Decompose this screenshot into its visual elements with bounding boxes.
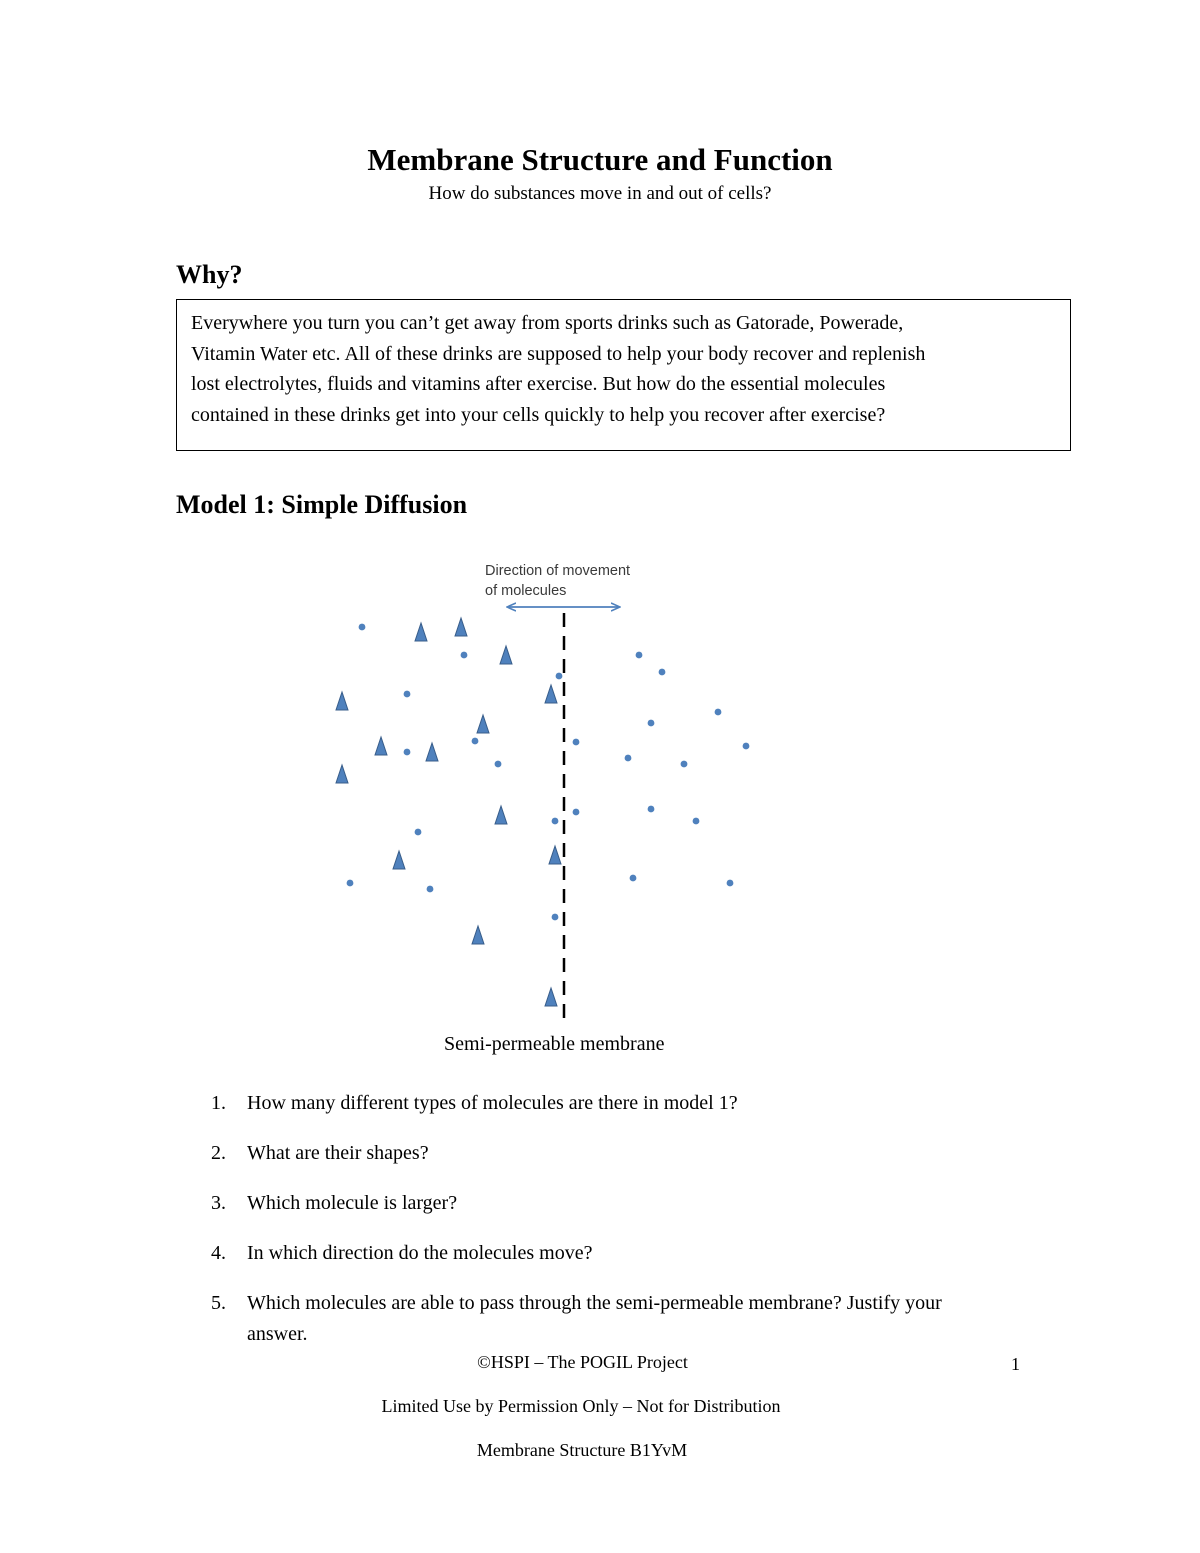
why-line: contained in these drinks get into your cells quickly to help you recover after exercise?	[191, 403, 886, 426]
model-heading: Model 1: Simple Diffusion	[176, 490, 468, 519]
question-list	[205, 1088, 1005, 1369]
large-molecule-triangle	[455, 618, 467, 636]
question-item	[205, 1088, 1005, 1119]
small-molecule-dot	[347, 880, 354, 887]
footer-copyright: ©HSPI – The POGIL Project	[477, 1352, 688, 1372]
large-molecule-triangle	[375, 737, 387, 755]
small-molecule-dot	[648, 806, 655, 813]
small-molecule-dot	[552, 818, 559, 825]
small-molecule-dot	[727, 880, 734, 887]
small-molecule-dot	[693, 818, 700, 825]
question-number: 2.	[211, 1142, 226, 1164]
question-number: 4.	[211, 1242, 226, 1264]
why-line: Everywhere you turn you can’t get away from sports drinks such as Gatorade, Powerade,	[191, 312, 904, 334]
question-item	[205, 1188, 1005, 1219]
footer-code: Membrane Structure B1YvM	[476, 1440, 688, 1460]
small-molecule-dot	[636, 652, 643, 659]
small-molecule-dot	[648, 720, 655, 727]
small-molecule-dot	[743, 743, 750, 750]
question-item	[205, 1138, 1005, 1169]
question-item	[205, 1238, 1005, 1269]
large-molecule-triangle	[477, 715, 489, 733]
why-line: lost electrolytes, fluids and vitamins after exercise. But how do the essential molecules	[191, 373, 886, 395]
small-molecule-dot	[495, 761, 502, 768]
small-molecule-dot	[715, 709, 722, 716]
why-line: Vitamin Water etc. All of these drinks are supposed to help your body recover and replenish	[191, 342, 926, 365]
large-molecule-triangle	[415, 623, 427, 641]
arrow-label-line2: of molecules	[485, 583, 567, 599]
question-text: In which direction do the molecules move?	[247, 1242, 593, 1264]
membrane-caption: Semi-permeable membrane	[444, 1033, 665, 1055]
why-heading: Why?	[176, 260, 243, 289]
small-molecule-dot	[659, 669, 666, 676]
small-molecule-dot	[415, 829, 422, 836]
large-molecule-triangle	[545, 988, 557, 1006]
small-molecule-dot	[625, 755, 632, 762]
question-number: 3.	[211, 1192, 226, 1214]
small-molecule-dot	[630, 875, 637, 882]
question-item	[205, 1288, 1005, 1349]
question-text: Which molecules are able to pass through the semi-permeable membrane? Justify your answer.	[247, 1292, 942, 1345]
small-molecule-dot	[427, 886, 434, 893]
large-molecule-triangle	[472, 926, 484, 944]
large-molecule-triangle	[336, 765, 348, 783]
small-molecule-dot	[573, 739, 580, 746]
small-molecule-dot	[556, 673, 563, 680]
small-molecule-dot	[404, 691, 411, 698]
footer-limited-use: Limited Use by Permission Only – Not for Distribution	[381, 1396, 781, 1416]
question-text: How many different types of molecules are there in model 1?	[247, 1092, 738, 1114]
small-molecule-dot	[681, 761, 688, 768]
small-molecule-dot	[552, 914, 559, 921]
molecules-group	[336, 618, 749, 1006]
page-subtitle: How do substances move in and out of cells?	[428, 183, 772, 204]
question-text: What are their shapes?	[247, 1142, 429, 1164]
large-molecule-triangle	[549, 846, 561, 864]
small-molecule-dot	[404, 749, 411, 756]
question-number: 1.	[211, 1092, 226, 1114]
large-molecule-triangle	[426, 743, 438, 761]
page-number: 1	[1011, 1354, 1020, 1374]
small-molecule-dot	[472, 738, 479, 745]
small-molecule-dot	[359, 624, 366, 631]
large-molecule-triangle	[495, 806, 507, 824]
small-molecule-dot	[573, 809, 580, 816]
question-text: Which molecule is larger?	[247, 1192, 458, 1214]
large-molecule-triangle	[545, 685, 557, 703]
large-molecule-triangle	[393, 851, 405, 869]
large-molecule-triangle	[336, 692, 348, 710]
page-title: Membrane Structure and Function	[367, 142, 833, 177]
question-number: 5.	[211, 1292, 226, 1314]
arrow-label-line1: Direction of movement	[485, 563, 631, 579]
small-molecule-dot	[461, 652, 468, 659]
large-molecule-triangle	[500, 646, 512, 664]
